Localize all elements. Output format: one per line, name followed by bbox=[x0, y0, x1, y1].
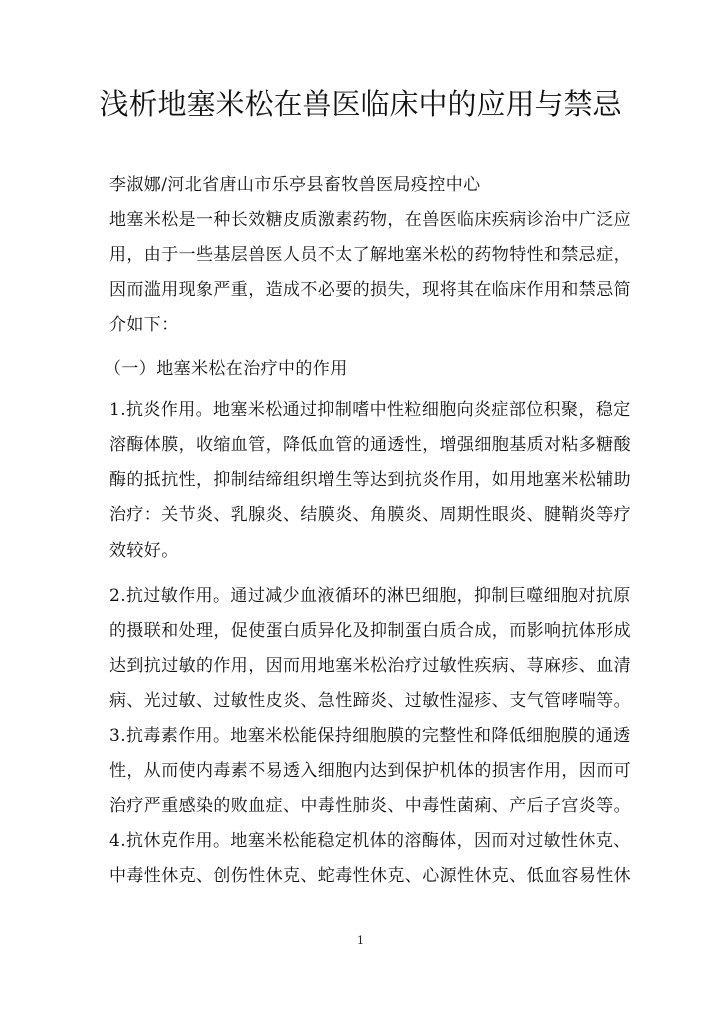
document-title: 浅析地塞米松在兽医临床中的应用与禁忌 bbox=[99, 87, 622, 121]
paragraph-line: 的摄联和处理，促使蛋白质异化及抑制蛋白质合成，而影响抗体形成 bbox=[109, 621, 631, 641]
author-line: 李淑娜/河北省唐山市乐亭县畜牧兽医局疫控中心 bbox=[109, 175, 481, 195]
paragraph-line: 中毒性休克、创伤性休克、蛇毒性休克、心源性休克、低血容易性休 bbox=[109, 866, 631, 886]
paragraph-line: 病、光过敏、过敏性皮炎、急性蹄炎、过敏性湿疹、支气管哮喘等。 bbox=[109, 691, 631, 711]
paragraph-line: 达到抗过敏的作用，因而用地塞米松治疗过敏性疾病、荨麻疹、血清 bbox=[109, 656, 631, 676]
paragraph-line: 性，从而使内毒素不易透入细胞内达到保护机体的损害作用，因而可 bbox=[109, 761, 631, 781]
paragraph-line: 地塞米松是一种长效糖皮质激素药物，在兽医临床疾病诊治中广泛应 bbox=[109, 210, 631, 230]
paragraph-line: 2.抗过敏作用。通过减少血液循环的淋巴细胞，抑制巨噬细胞对抗原 bbox=[109, 586, 631, 606]
paragraph-line: 治疗严重感染的败血症、中毒性肺炎、中毒性菌痢、产后子宫炎等。 bbox=[109, 796, 631, 816]
paragraph-line: 因而滥用现象严重，造成不必要的损失，现将其在临床作用和禁忌简 bbox=[109, 280, 631, 300]
paragraph-line: 溶酶体膜，收缩血管，降低血管的通透性，增强细胞基质对粘多糖酸 bbox=[109, 435, 631, 455]
page-number: 1 bbox=[357, 934, 364, 947]
paragraph-line: 治疗：关节炎、乳腺炎、结膜炎、角膜炎、周期性眼炎、腱鞘炎等疗 bbox=[109, 505, 631, 525]
paragraph-line: 4.抗休克作用。地塞米松能稳定机体的溶酶体，因而对过敏性休克、 bbox=[109, 831, 631, 851]
paragraph-line: 酶的抵抗性，抑制结缔组织增生等达到抗炎作用，如用地塞米松辅助 bbox=[109, 470, 631, 490]
paragraph-line: 介如下： bbox=[109, 315, 179, 335]
section-heading: （一）地塞米松在治疗中的作用 bbox=[104, 359, 348, 379]
paragraph-line: 用，由于一些基层兽医人员不太了解地塞米松的药物特性和禁忌症， bbox=[109, 245, 631, 265]
paragraph-line: 效较好。 bbox=[109, 541, 179, 561]
paragraph-line: 1.抗炎作用。地塞米松通过抑制嗜中性粒细胞向炎症部位积聚，稳定 bbox=[109, 400, 631, 420]
paragraph-line: 3.抗毒素作用。地塞米松能保持细胞膜的完整性和降低细胞膜的通透 bbox=[109, 726, 631, 746]
